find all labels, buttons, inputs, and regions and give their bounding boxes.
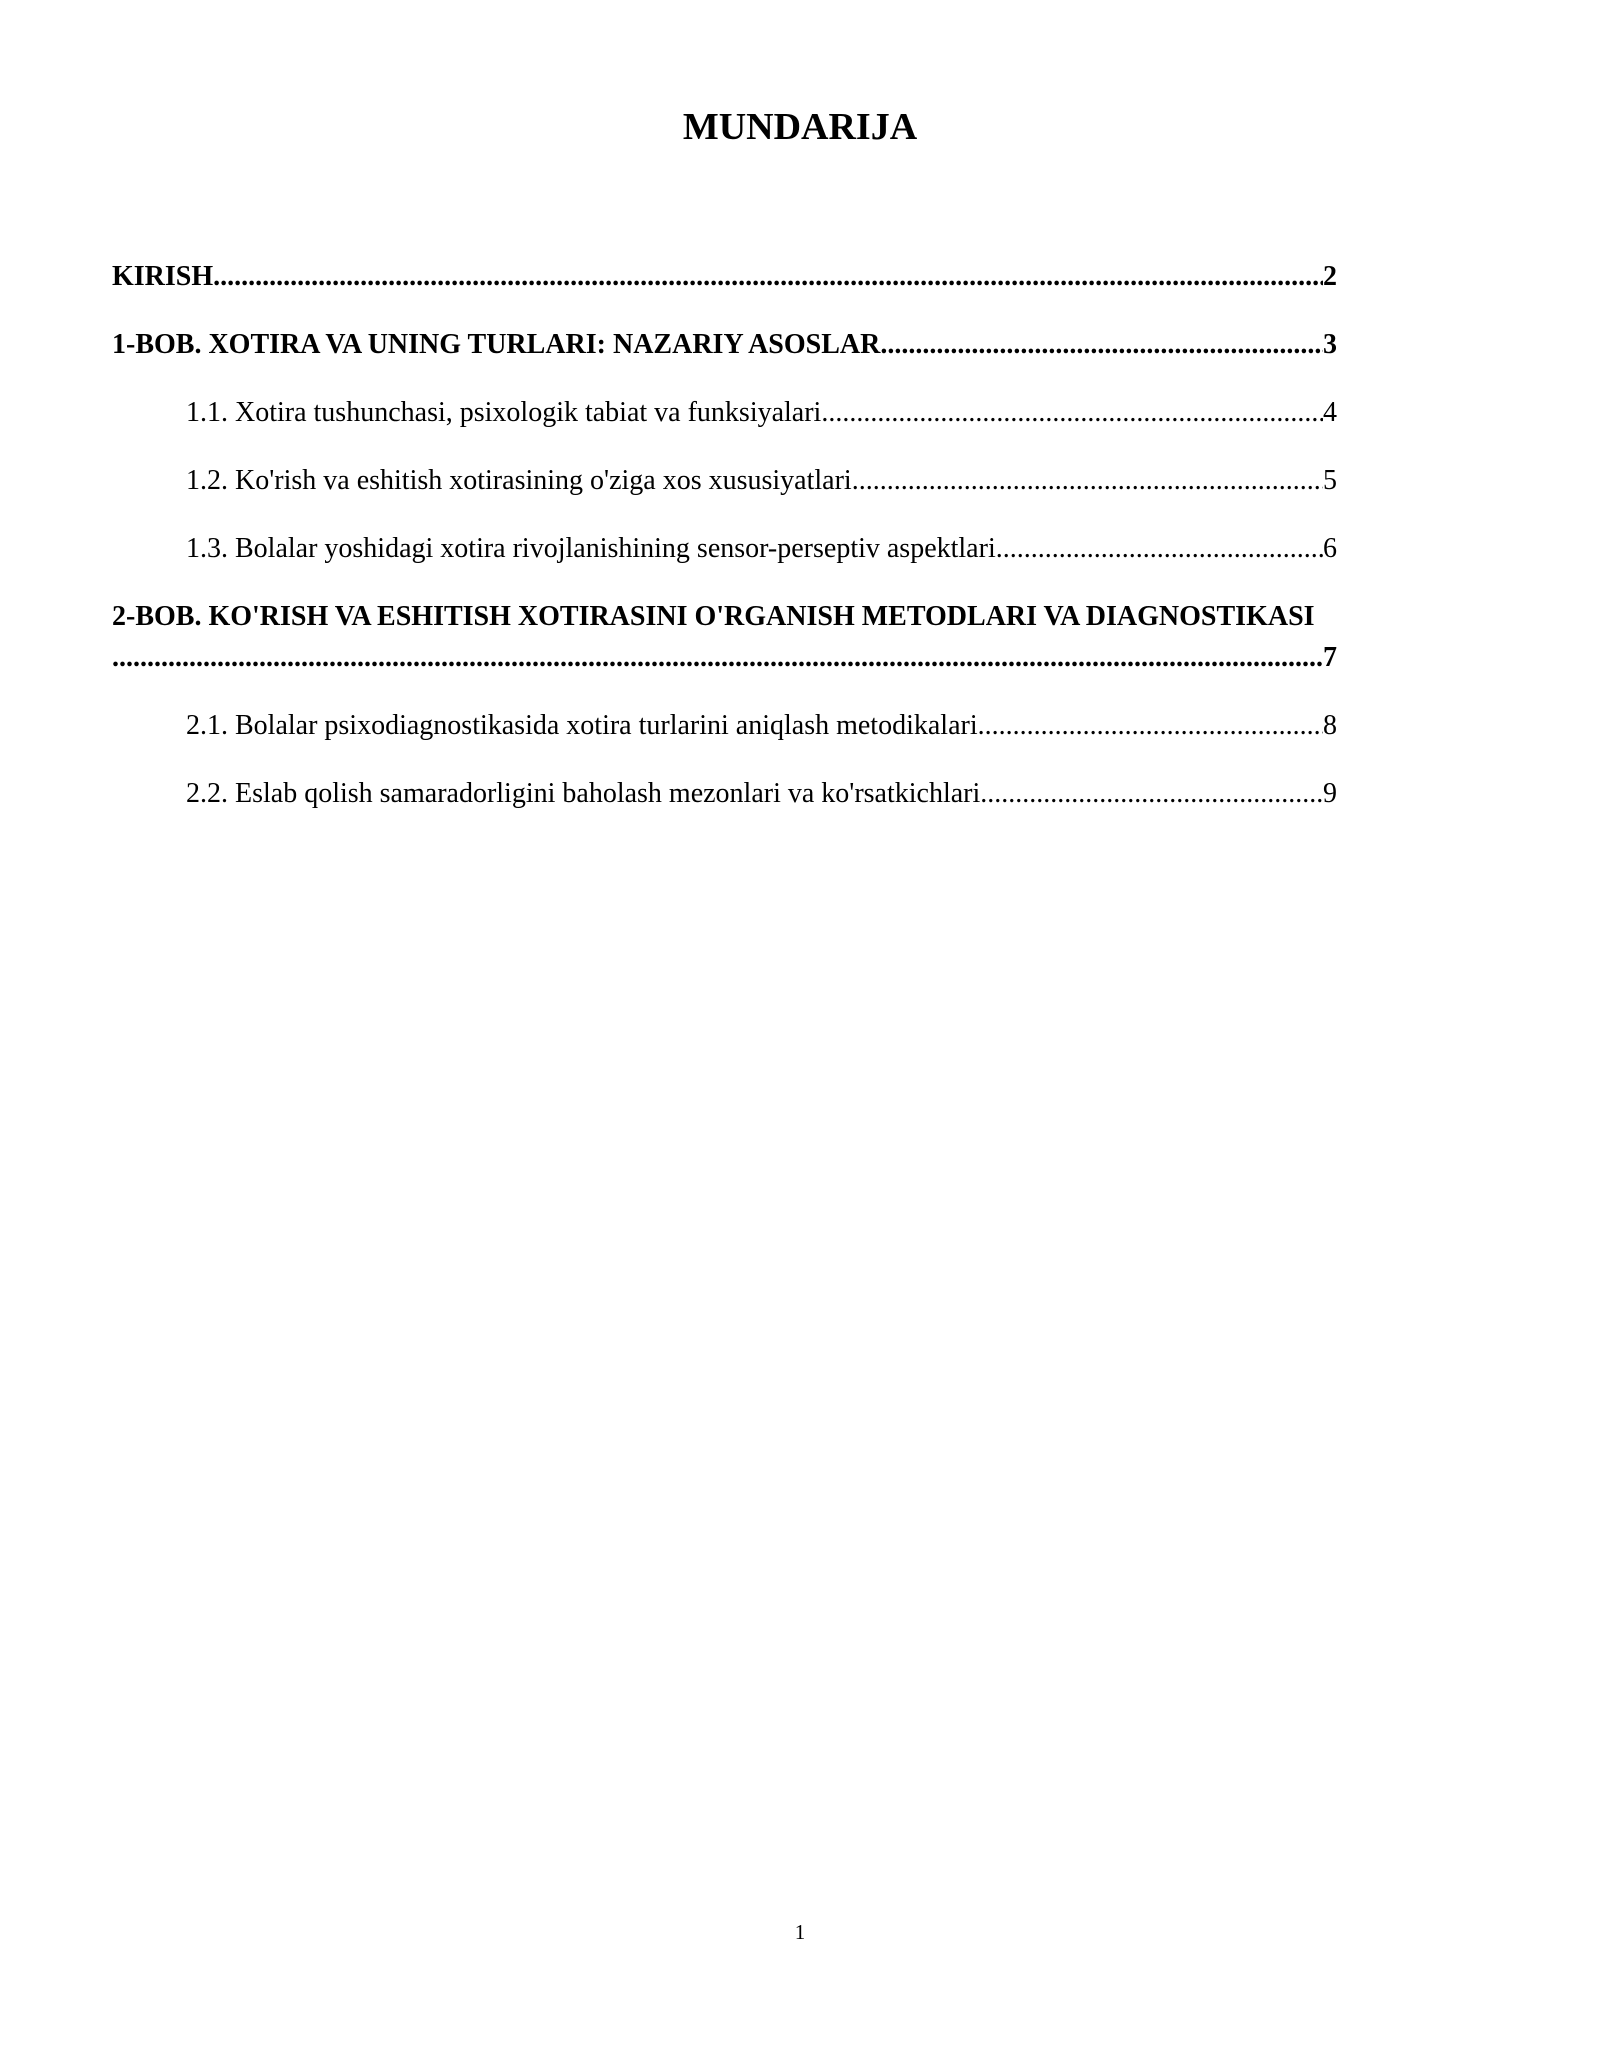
toc-entry-section-2-2[interactable]	[112, 773, 1337, 814]
toc-entry-label: KIRISH	[112, 261, 214, 292]
toc-entry-label: 1.2. Ko'rish va eshitish xotirasining o'ziga xos xususiyatlari	[186, 465, 852, 496]
toc-entry-page: 9	[1323, 778, 1337, 809]
toc-leader-dots	[112, 637, 1323, 678]
toc-entry-label: 2.2. Eslab qolish samaradorligini baholash mezonlari va ko'rsatkichlari	[186, 778, 981, 809]
toc-entry-page: 5	[1323, 465, 1337, 496]
toc-entry-section-1-2[interactable]	[112, 460, 1337, 501]
toc-entry-page: 2	[1323, 261, 1337, 292]
toc-entry-label: 1-BOB. XOTIRA VA UNING TURLARI: NAZARIY ASOSLAR	[112, 329, 881, 360]
toc-entry-section-1-3[interactable]	[112, 528, 1337, 569]
table-of-contents	[112, 256, 1337, 841]
toc-leader-dots	[978, 705, 1323, 746]
toc-entry-section-2-1[interactable]	[112, 705, 1337, 746]
toc-entry-label: 1.3. Bolalar yoshidagi xotira rivojlanishining sensor-perseptiv aspektlari	[186, 533, 996, 564]
toc-entry-section-1-1[interactable]	[112, 392, 1337, 433]
toc-entry-page: 4	[1323, 397, 1337, 428]
toc-entry-leader-row	[112, 637, 1337, 678]
page-title: MUNDARIJA	[682, 106, 918, 148]
toc-entry-label: 2.1. Bolalar psixodiagnostikasida xotira turlarini aniqlash metodikalari	[186, 710, 978, 741]
toc-entry-page: 6	[1323, 533, 1337, 564]
page-number: 1	[794, 1920, 806, 1944]
toc-entry-page: 7	[1323, 642, 1337, 673]
toc-entry-label: 2-BOB. KO'RISH VA ESHITISH XOTIRASINI O'RGANISH METODLARI VA DIAGNOSTIKASI	[112, 601, 1315, 632]
toc-leader-dots	[996, 528, 1323, 569]
toc-leader-dots	[852, 460, 1323, 501]
toc-entry-chapter-2[interactable]	[112, 596, 1337, 678]
toc-entry-chapter-1[interactable]	[112, 324, 1337, 365]
toc-leader-dots	[213, 256, 1323, 297]
toc-leader-dots	[880, 324, 1323, 365]
toc-leader-dots	[980, 773, 1323, 814]
toc-entry-page: 8	[1323, 710, 1337, 741]
toc-entry-label: 1.1. Xotira tushunchasi, psixologik tabiat va funksiyalari	[186, 397, 822, 428]
toc-entry-introduction[interactable]	[112, 256, 1337, 297]
toc-entry-page: 3	[1323, 329, 1337, 360]
toc-leader-dots	[821, 392, 1323, 433]
